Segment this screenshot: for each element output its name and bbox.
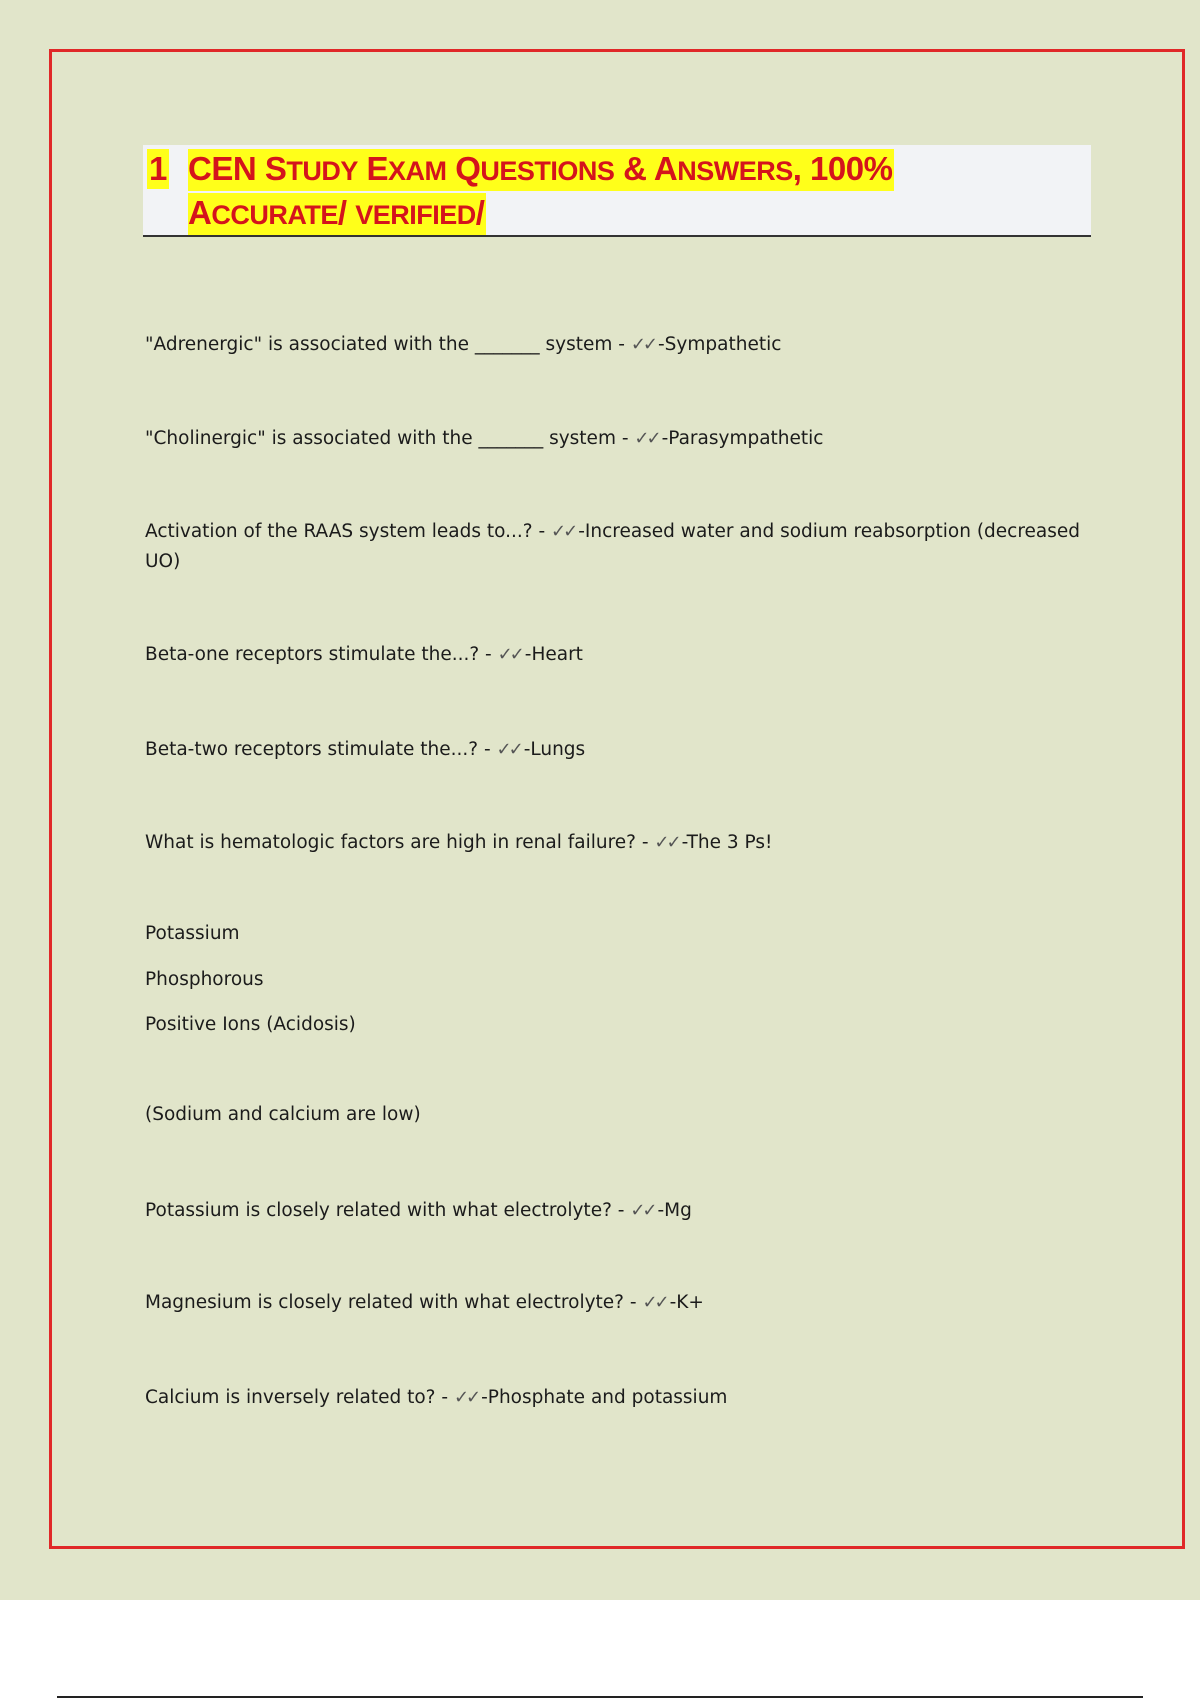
qa-item-potassium: Potassium is closely related with what electrolyte? - ✓✓ -Mg — [145, 1200, 692, 1221]
qa-item-calcium: Calcium is inversely related to? - ✓✓ -Phosphate and potassium — [145, 1387, 728, 1408]
qa-item-cholinergic: "Cholinergic" is associated with the _______ system - ✓✓ -Parasympathetic — [145, 428, 824, 449]
double-check-icon: ✓✓ — [634, 428, 659, 449]
double-check-icon: ✓✓ — [630, 1200, 655, 1221]
qa-item-beta-two: Beta-two receptors stimulate the...? - ✓✓ -Lungs — [145, 739, 586, 760]
list-item-potassium: Potassium — [145, 923, 240, 944]
footer-divider — [57, 1696, 1143, 1698]
heading-line-1: CEN STUDY EXAM QUESTIONS & ANSWERS, 100% — [188, 149, 894, 191]
double-check-icon: ✓✓ — [496, 739, 521, 760]
heading-number: 1 — [149, 150, 168, 187]
list-item-phosphorous: Phosphorous — [145, 969, 264, 990]
double-check-icon: ✓✓ — [642, 1292, 667, 1313]
double-check-icon: ✓✓ — [497, 644, 522, 665]
heading-line-2: ACCURATE/ VERIFIED/ — [188, 193, 486, 235]
note-sodium-calcium: (Sodium and calcium are low) — [145, 1104, 421, 1125]
double-check-icon: ✓✓ — [654, 832, 679, 853]
qa-item-renal-failure: What is hematologic factors are high in renal failure? - ✓✓ -The 3 Ps! — [145, 832, 773, 853]
double-check-icon: ✓✓ — [630, 334, 655, 355]
double-check-icon: ✓✓ — [551, 521, 576, 542]
qa-item-magnesium: Magnesium is closely related with what electrolyte? - ✓✓ -K+ — [145, 1292, 704, 1313]
document-heading — [143, 145, 1091, 237]
list-item-positive-ions: Positive Ions (Acidosis) — [145, 1014, 356, 1035]
qa-item-raas: Activation of the RAAS system leads to...? - ✓✓ -Increased water and sodium reabsorption (decreased UO) — [145, 521, 1081, 572]
qa-item-beta-one: Beta-one receptors stimulate the...? - ✓✓ -Heart — [145, 644, 583, 665]
page-border-frame — [49, 49, 1185, 1549]
qa-item-adrenergic: "Adrenergic" is associated with the _______ system - ✓✓ -Sympathetic — [145, 334, 782, 355]
double-check-icon: ✓✓ — [453, 1387, 479, 1408]
